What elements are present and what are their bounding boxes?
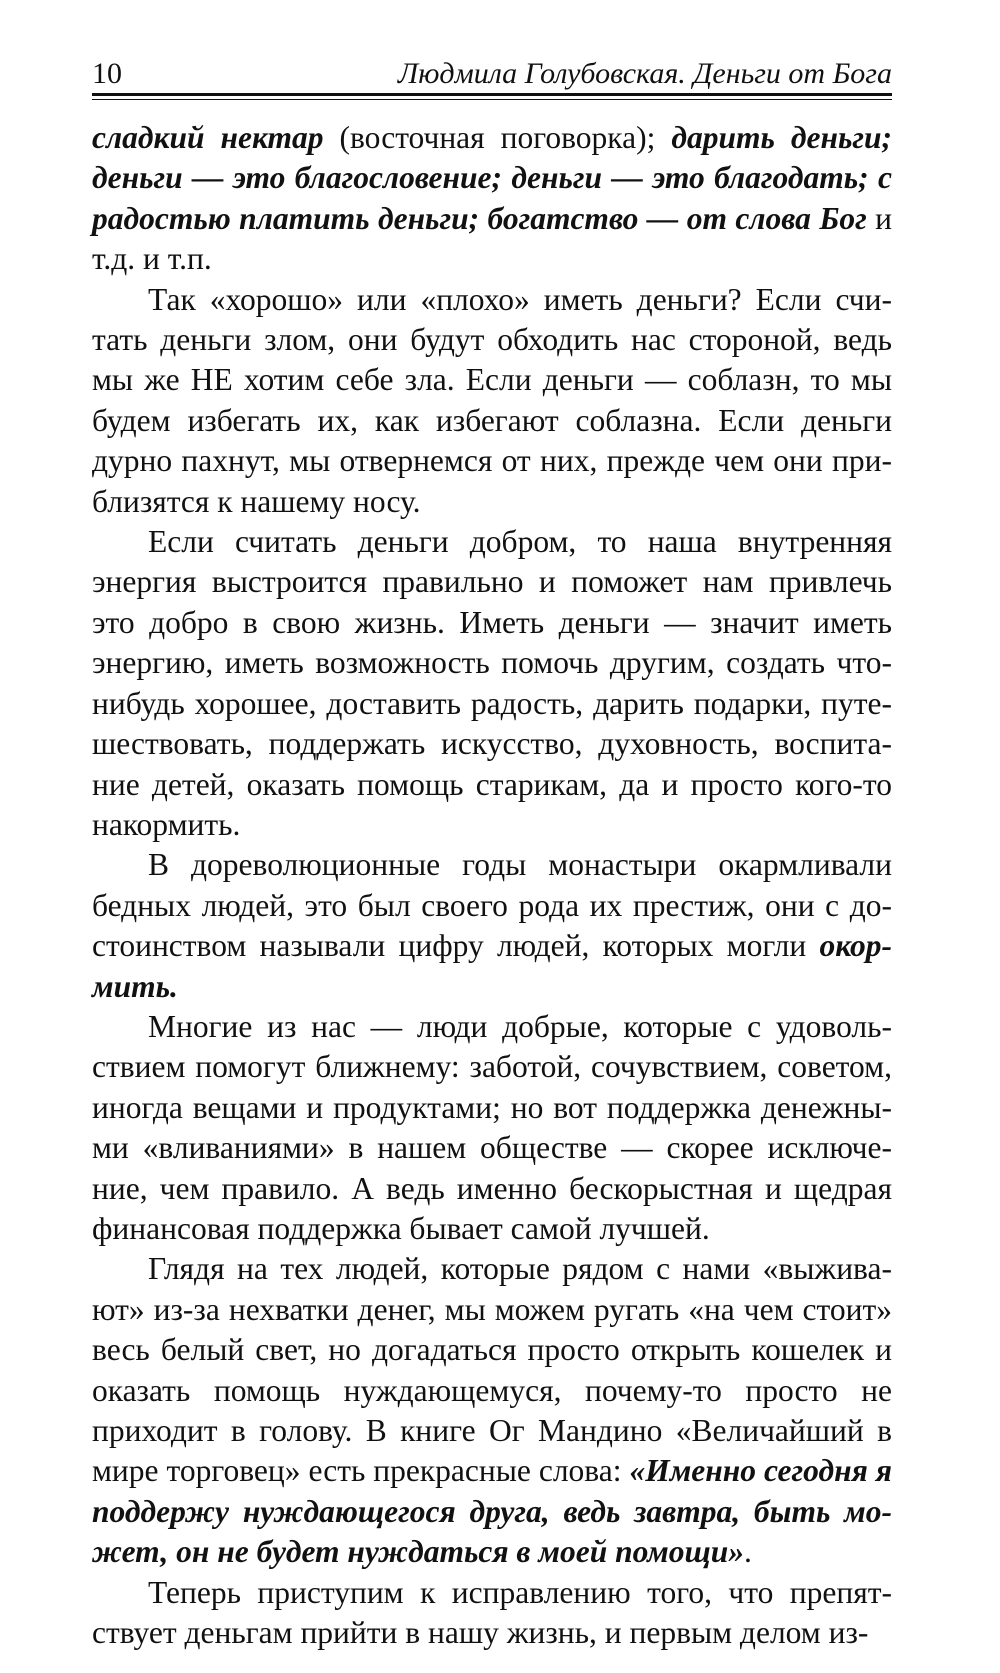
paragraph	[92, 118, 892, 280]
text-run: Многие из нас — люди добрые, которые с удовольствием помогут ближнему: заботой, сочувствием, советом, иногда вещами и продуктами; но вот поддержка денежными «вливаниями» в нашем обществе — скорее исключение, чем правило. А ведь именно бескорыстная и щедрая финансовая поддержка бывает самой лучшей.	[92, 1008, 892, 1246]
text-run: .	[744, 1534, 752, 1570]
emphasis-text: окормить.	[92, 928, 892, 1004]
quote-text: «Именно сегодня я поддержу нуждающегося друга, ведь завтра, быть может, он не будет нуждаться в моей помощи»	[92, 1453, 892, 1570]
text-run: В дореволюционные годы монастыри окармливали бедных людей, это был своего рода их престиж, они с достоинством называли цифру людей, которых могли	[92, 847, 892, 964]
text-run: Глядя на тех людей, которые рядом с нами «выживают» из-за нехватки денег, мы можем ругать «на чем стоит» весь белый свет, но догадаться просто открыть кошелек и оказать помощь нуждающемуся, почему-то просто не приходит в голову. В книге Ог Мандино «Величайший в мире торговец» есть прекрасные слова:	[92, 1251, 892, 1489]
running-title: Людмила Голубовская. Деньги от Бога	[397, 57, 892, 90]
header-rule-thick	[92, 93, 892, 96]
emphasis-text: дарить деньги; деньги — это благословение; деньги — это благодать; с радостью платить деньги; богатство — от слова Бог	[92, 120, 892, 236]
text-run: Теперь приступим к исправлению того, что препятствует деньгам прийти в нашу жизнь, и первым делом из-	[92, 1574, 892, 1651]
paragraph	[92, 280, 892, 522]
text-run: Так «хорошо» или «плохо» иметь деньги? Если считать деньги злом, они будут обходить нас стороной, ведь мы же НЕ хотим себе зла. Если деньги — соблазн, то мы будем избегать их, как избегают соблазна. Если деньги дурно пахнут, мы отвернемся от них, прежде чем они приблизятся к нашему носу.	[92, 281, 892, 519]
running-header	[92, 50, 892, 96]
emphasis-text: сладкий нектар	[92, 120, 324, 155]
paragraph	[92, 1249, 892, 1572]
text-run: и т.д. и т.п.	[92, 200, 893, 277]
header-rule-thin	[92, 99, 892, 100]
paragraph	[92, 1007, 892, 1249]
book-page	[92, 50, 893, 1651]
page-number: 10	[92, 57, 122, 90]
text-run: (восточная поговорка);	[323, 120, 672, 155]
text-run: Если считать деньги добром, то наша внутренняя энергия выстроится правильно и поможет нам привлечь это добро в свою жизнь. Иметь деньги — значит иметь энергию, иметь возможность помочь другим, создать чтонибудь хорошее, доставить радость, дарить подарки, путешествовать, поддержать искусство, духовность, воспитание детей, оказать помощь старикам, да и просто кого-то накормить.	[92, 524, 892, 842]
paragraph	[92, 1573, 892, 1654]
paragraph	[92, 522, 892, 845]
paragraph	[92, 845, 892, 1007]
body-text	[92, 118, 892, 1653]
